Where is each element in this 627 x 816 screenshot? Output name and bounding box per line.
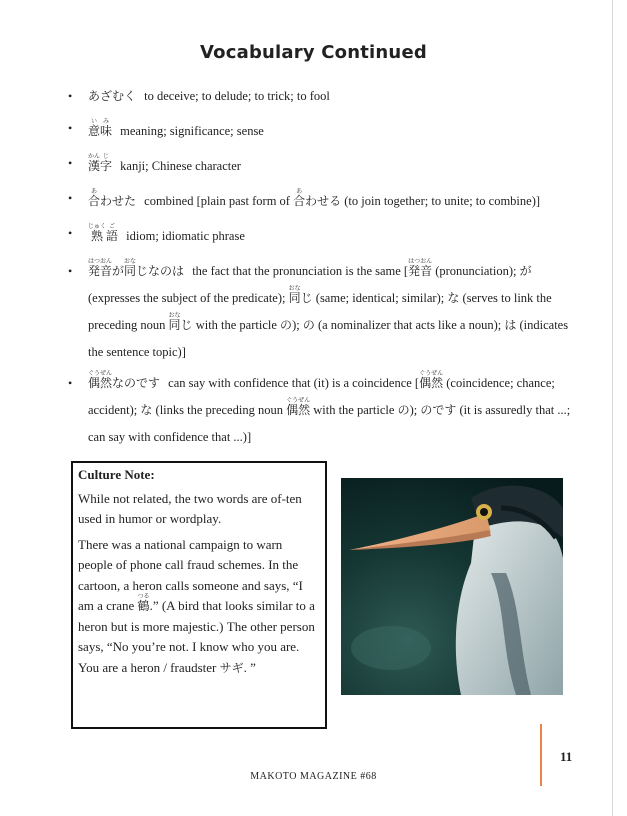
vocab-definition: meaning; significance; sense [120, 124, 264, 138]
culture-note-paragraph: While not related, the two words are of-ten used in humor or wordplay. [78, 490, 302, 526]
vocab-term: 漢かん字じ [88, 153, 113, 173]
vocab-definition: kanji; Chinese character [120, 159, 241, 173]
bullet-icon: • [68, 121, 73, 135]
vocab-term: 熟じゅく語ご [88, 223, 119, 243]
vocab-term: 偶然ぐうぜんなのです [88, 370, 161, 390]
page-edge [612, 0, 613, 816]
bullet-icon: • [68, 264, 73, 278]
vocab-term: 意い味み [88, 118, 113, 138]
culture-note-box [71, 461, 327, 729]
vocab-item [68, 153, 578, 176]
vocab-definition: can say with confidence that (it) is a coincidence [偶然ぐうぜん (coincidence; chance; accident); な (links the preceding noun 偶然ぐうぜん with the particle の); のです (it is assuredly that ...; can say with confidence that ...)] [88, 370, 571, 444]
heron-photo [341, 478, 563, 695]
culture-note-title: Culture Note: [78, 467, 155, 482]
bullet-icon: • [68, 191, 73, 205]
accent-bar [540, 724, 542, 786]
vocabulary-list [68, 86, 578, 455]
vocab-item [68, 370, 578, 451]
vocab-definition: combined [plain past form of 合あわせる (to join together; to unite; to combine)] [144, 188, 541, 208]
vocab-definition: idiom; idiomatic phrase [126, 229, 245, 243]
vocab-item [68, 258, 578, 366]
vocab-item [68, 86, 578, 106]
bullet-icon: • [68, 226, 73, 240]
bullet-icon: • [68, 156, 73, 170]
vocab-term: 合あわせた [88, 188, 137, 208]
vocab-definition: to deceive; to delude; to trick; to fool [144, 89, 330, 103]
vocab-definition: the fact that the pronunciation is the same [発音はつおん (pronunciation); が (expresses the subject of the predicate); 同おなじ (same; identical; similar); な (serves to link the preceding noun 同おなじ with the particle の); の (a nominalizer that acts like a noun); は (indicates the sentence topic)] [88, 258, 569, 359]
vocab-item [68, 223, 578, 246]
vocab-term: あざむく [88, 89, 137, 103]
vocab-term: 発音はつおんが同おなじなのは [88, 258, 185, 278]
culture-note-paragraph: There was a national campaign to warn people of phone call fraud schemes. In the cartoon, a heron calls someone and says, “I am a crane 鶴つる.” (A bird that looks similar to a heron but is more majestic.) The other person says, “No you’re not. I know who you are. You are a heron / fraudster サギ. ” [78, 536, 315, 675]
bullet-icon: • [68, 89, 73, 103]
vocab-item [68, 188, 578, 211]
bullet-icon: • [68, 376, 73, 390]
magazine-footer: MAKOTO MAGAZINE #68 [250, 771, 377, 782]
page-number: 11 [560, 749, 573, 764]
vocab-item [68, 118, 578, 141]
page-title: Vocabulary Continued [200, 42, 427, 63]
